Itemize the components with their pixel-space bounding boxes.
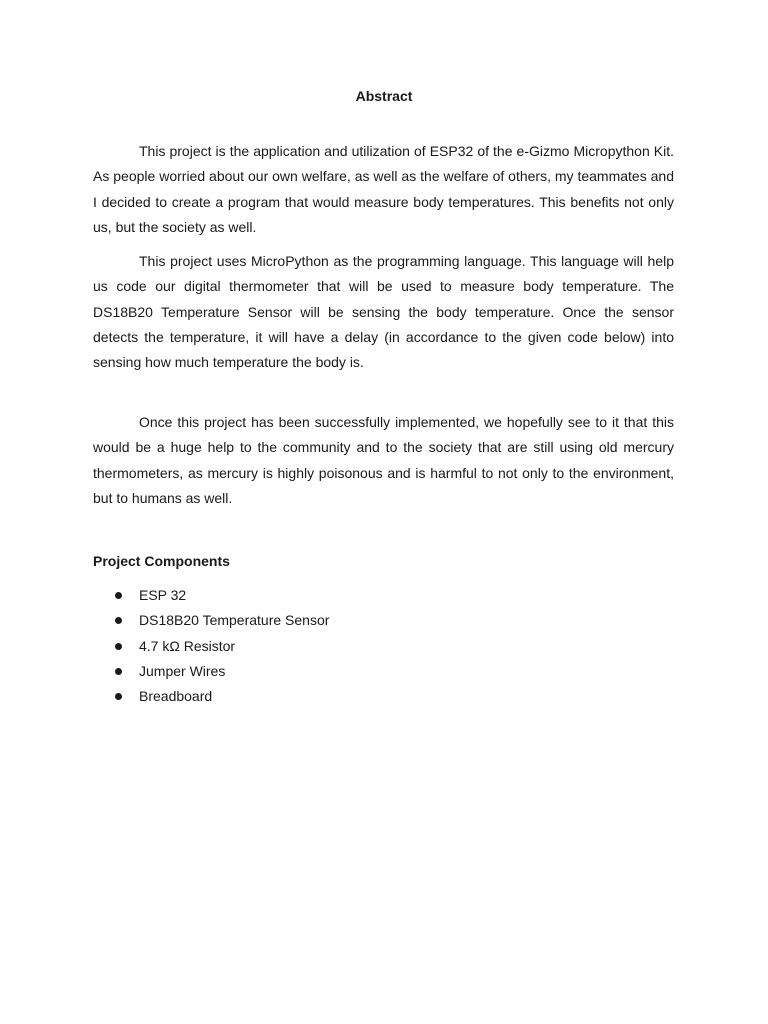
component-label: ESP 32 <box>139 587 187 603</box>
project-components-list <box>93 583 329 709</box>
project-components-heading: Project Components <box>93 553 230 569</box>
abstract-paragraph-2: This project uses MicroPython as the programming language. This language will help us code our digital thermometer that will be used to measure body temperature. The DS18B20 Temperature Sensor will be sensing the body temperature. Once the sensor detects the temperature, it will have a delay (in accordance to the given code below) into sensing how much temperature the body is. <box>93 253 674 371</box>
bullet-icon <box>115 592 122 599</box>
component-label: Jumper Wires <box>139 662 226 679</box>
list-item <box>93 634 329 659</box>
bullet-icon <box>115 668 122 675</box>
list-item <box>93 608 329 633</box>
bullet-icon <box>115 617 122 624</box>
list-item <box>93 659 329 684</box>
component-label: DS18B20 Temperature Sensor <box>139 612 330 629</box>
component-label: Breadboard <box>139 688 213 705</box>
abstract-paragraph-1: This project is the application and utilization of ESP32 of the e-Gizmo Micropython Kit. As people worried about our own welfare, as well as the welfare of others, my teammates and I decided to create a program that would measure body temperatures. This benefits not only us, but the society as well. <box>93 143 674 235</box>
bullet-icon <box>115 693 122 700</box>
abstract-title: Abstract <box>355 88 413 104</box>
list-item <box>93 583 329 608</box>
list-item <box>93 684 329 709</box>
component-label: 4.7 kΩ Resistor <box>139 637 236 654</box>
abstract-paragraph-3: Once this project has been successfully implemented, we hopefully see to it that this would be a huge help to the community and to the society that are still using old mercury thermometers, as mercury is highly poisonous and is harmful to not only to the environment, but to humans as well. <box>93 414 674 506</box>
bullet-icon <box>115 643 122 650</box>
